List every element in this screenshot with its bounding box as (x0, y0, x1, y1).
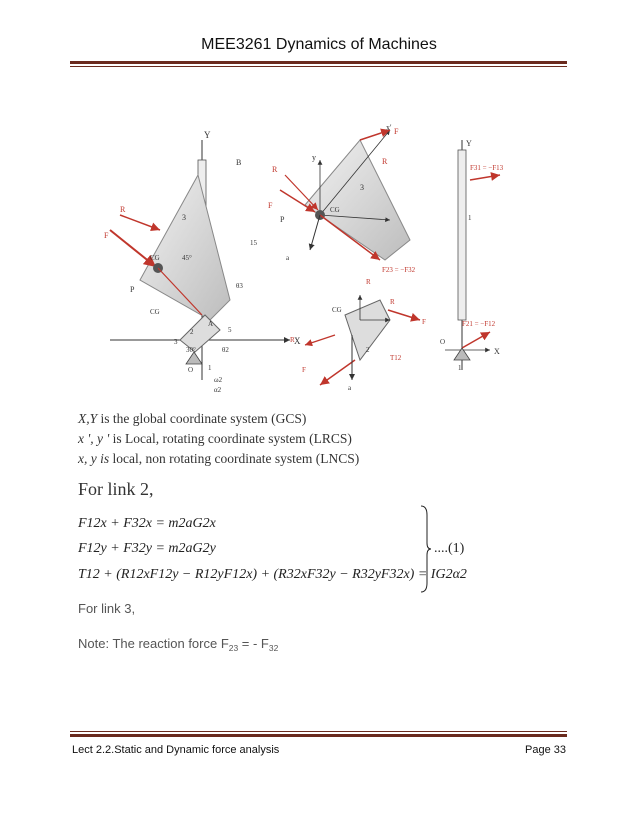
label-yprime: y (312, 153, 316, 162)
label-aG3: a (286, 254, 290, 262)
label-link2: 2 (190, 328, 194, 336)
label-one: 1 (208, 364, 212, 372)
label-R12: R (290, 336, 295, 344)
label-theta3: θ3 (236, 282, 243, 290)
label-F12: F (302, 366, 306, 374)
label-F13: F (394, 127, 399, 136)
label-F31: F31 = −F13 (470, 164, 504, 172)
coord-line-gcs (78, 411, 306, 427)
heading-link2: For link 2, (78, 479, 154, 499)
coord-vars-lrcs: x ', y ' (78, 431, 110, 446)
equation-1: F12x + F32x = m2aG2x (78, 516, 216, 531)
footer-lecture-title: Lect 2.2.Static and Dynamic force analysis (72, 744, 280, 756)
label-Y-link1: Y (466, 139, 472, 148)
label-F23: F23 = −F32 (382, 266, 416, 274)
label-30: 30° (186, 346, 196, 354)
link1-free-body (440, 139, 504, 372)
label-45: 45° (182, 254, 192, 262)
mechanism-figure (90, 120, 550, 400)
label-R32: R (390, 298, 395, 306)
label-five: 5 (228, 326, 232, 334)
equation-number: ....(1) (434, 541, 465, 556)
label-CG2: CG (150, 308, 160, 316)
label-O2: O (188, 366, 194, 374)
label-FP: F (104, 231, 109, 240)
label-RP-b: R (272, 165, 278, 174)
label-FP-b: F (268, 201, 273, 210)
link2-free-body (290, 295, 426, 392)
label-link3-b: 3 (360, 183, 364, 192)
coord-text-lrcs: is Local, rotating coordinate system (LRCS) (109, 431, 352, 446)
label-link2-b: 2 (366, 346, 370, 354)
equation-3: T12 + (R12xF12y − R12yF12x) + (R32xF32y − R32yF32x) = IG2α2 (78, 567, 467, 582)
label-RP: R (120, 205, 126, 214)
equation-2: F12y + F32y = m2aG2y (78, 541, 216, 556)
link3-free-body (268, 123, 416, 286)
label-CG3: CG (150, 254, 160, 262)
note-reaction-force (78, 636, 278, 653)
note-mid: = - F (238, 636, 269, 651)
label-R13: R (382, 157, 388, 166)
label-X: X (294, 336, 301, 346)
note-sub-32: 32 (268, 643, 279, 653)
label-xprime: x' (386, 123, 392, 132)
coord-vars-gcs: X,Y (78, 411, 98, 426)
label-F21: F21 = −F12 (462, 320, 496, 328)
label-Y: Y (204, 130, 211, 140)
label-O2-link1: O (440, 338, 446, 346)
label-theta2: θ2 (222, 346, 229, 354)
label-B: B (236, 158, 242, 167)
label-A: A (208, 320, 214, 328)
label-R23: R (366, 278, 371, 286)
coord-vars-lncs: x, y is (78, 451, 110, 466)
label-T12: T12 (390, 354, 402, 362)
heading-link3: For link 3, (78, 601, 136, 616)
coord-line-lrcs (78, 431, 352, 447)
equation-brace (420, 505, 432, 593)
coord-text-gcs: is the global coordinate system (GCS) (97, 411, 307, 426)
label-omega2: ω2 (214, 376, 223, 384)
note-text: Note: The reaction force F (78, 636, 229, 651)
coord-text-lncs: local, non rotating coordinate system (LNCS) (109, 451, 360, 466)
label-link3: 3 (182, 213, 186, 222)
label-CG2-b: CG (332, 306, 342, 314)
label-15: 15 (250, 239, 257, 247)
label-three-small: 3 (174, 338, 178, 346)
label-F32: F (422, 318, 426, 326)
page-header-title: MEE3261 Dynamics of Machines (201, 36, 437, 53)
footer-rule-thick (70, 734, 567, 737)
coord-line-lncs (78, 451, 359, 467)
label-P-b: P (280, 215, 285, 224)
label-X-link1: X (494, 347, 500, 356)
label-link1: 1 (468, 214, 472, 222)
footer-page-number: Page 33 (525, 744, 566, 756)
label-one-link1: 1 (458, 364, 462, 372)
header-rule-thick (70, 61, 567, 64)
label-aG2: a (348, 384, 352, 392)
label-CG3-b: CG (330, 206, 340, 214)
header-rule-thin (70, 66, 567, 67)
footer-rule-thin (70, 731, 567, 732)
label-alpha2: α2 (214, 386, 222, 394)
label-P: P (130, 285, 135, 294)
note-sub-23: 23 (228, 643, 239, 653)
